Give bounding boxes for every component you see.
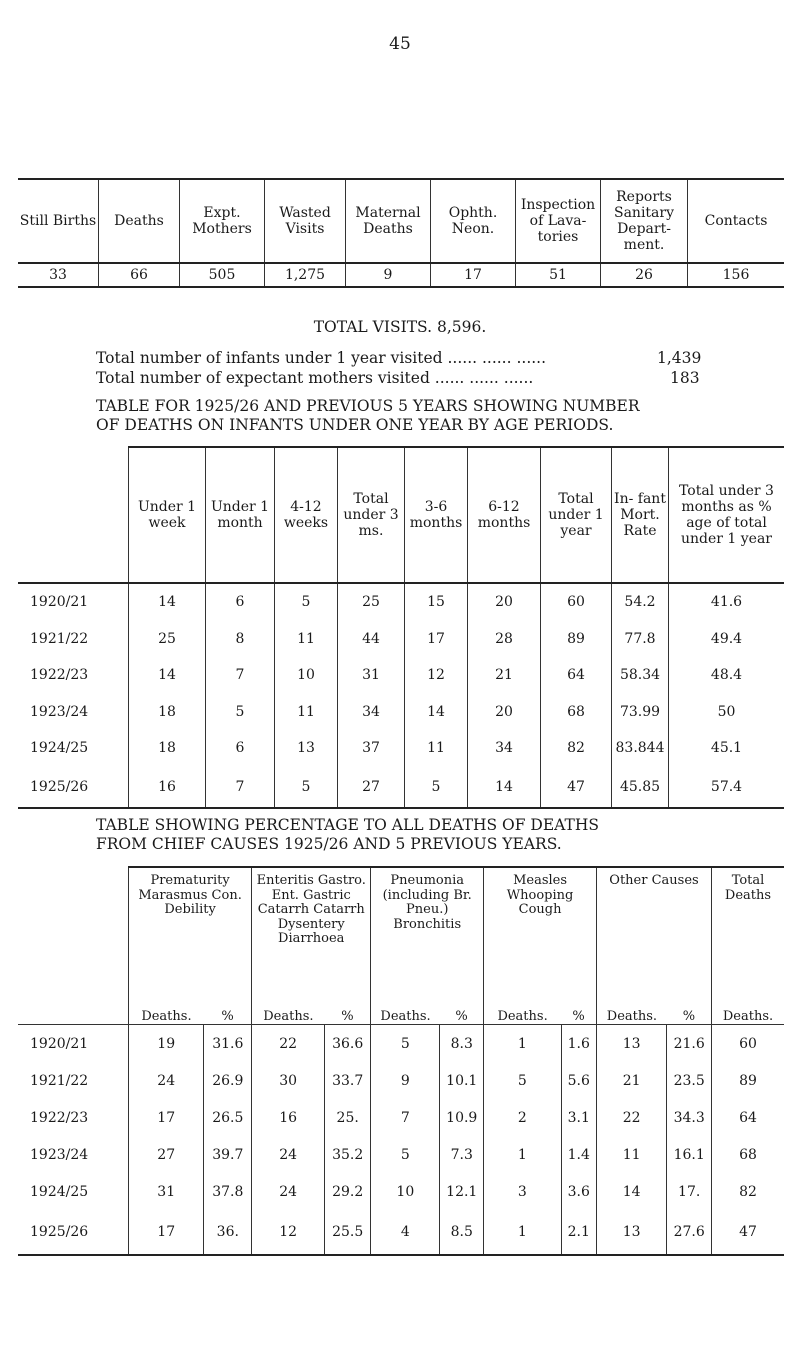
table-cell: 14 xyxy=(129,657,206,694)
table-cell: 33.7 xyxy=(325,1062,371,1099)
table-cell: 21 xyxy=(596,1062,666,1099)
table-cell: 25.5 xyxy=(325,1210,371,1255)
table-cell: 30 xyxy=(252,1062,325,1099)
sub-deaths: Deaths. xyxy=(371,1004,440,1025)
table-cell: 6 xyxy=(206,730,275,767)
table-cell: 8 xyxy=(206,621,275,658)
causes-header: Total Deaths xyxy=(712,867,785,1004)
table-cell: 82 xyxy=(712,1173,785,1210)
table-cell: 4 xyxy=(371,1210,440,1255)
infants-visited-value: 1,439 xyxy=(657,349,702,367)
causes-table xyxy=(18,866,784,1256)
table-cell: 12 xyxy=(405,657,468,694)
table-cell: 14 xyxy=(129,583,206,621)
causes-subheader-row xyxy=(18,1004,784,1025)
row-year: 1923/24 xyxy=(30,703,89,720)
table-cell: 37.8 xyxy=(204,1173,252,1210)
table-cell: 5.6 xyxy=(561,1062,596,1099)
mothers-visited-value: 183 xyxy=(670,369,700,387)
table-cell: 11 xyxy=(596,1136,666,1173)
infant-header: Total under 1 year xyxy=(541,447,612,583)
causes-header: Prematurity Marasmus Con. Debility xyxy=(129,867,252,1004)
summary-header: Contacts xyxy=(688,179,785,263)
table-cell: 44 xyxy=(338,621,405,658)
table-cell: 1 xyxy=(484,1210,561,1255)
summary-table xyxy=(18,178,784,288)
summary-value: 26 xyxy=(601,263,688,287)
table-cell: 77.8 xyxy=(612,621,669,658)
infant-header: In- fant Mort. Rate xyxy=(612,447,669,583)
table-cell: 60 xyxy=(541,583,612,621)
table-cell: 73.99 xyxy=(612,694,669,731)
table-cell: 47 xyxy=(541,767,612,808)
table-cell: 22 xyxy=(252,1025,325,1063)
summary-value: 66 xyxy=(99,263,180,287)
causes-table-row xyxy=(18,1173,784,1210)
table-cell: 27 xyxy=(338,767,405,808)
table-cell: 14 xyxy=(468,767,541,808)
table-cell: 18 xyxy=(129,694,206,731)
table-cell: 57.4 xyxy=(669,767,785,808)
table-cell: 1 xyxy=(484,1136,561,1173)
table-cell: 34 xyxy=(468,730,541,767)
table-cell: 17. xyxy=(667,1173,712,1210)
table-cell: 15 xyxy=(405,583,468,621)
table-cell: 34.3 xyxy=(667,1099,712,1136)
table-cell: 12.1 xyxy=(440,1173,484,1210)
table-cell: 26.9 xyxy=(204,1062,252,1099)
table-cell: 16.1 xyxy=(667,1136,712,1173)
table-cell: 21 xyxy=(468,657,541,694)
infant-header: Under 1 week xyxy=(129,447,206,583)
table-cell: 68 xyxy=(541,694,612,731)
table-cell: 6 xyxy=(206,583,275,621)
table-cell: 10 xyxy=(275,657,338,694)
table-cell: 31.6 xyxy=(204,1025,252,1063)
summary-header-row xyxy=(18,179,784,263)
table-cell: 54.2 xyxy=(612,583,669,621)
table-cell: 10.9 xyxy=(440,1099,484,1136)
table-cell: 5 xyxy=(275,583,338,621)
row-year: 1922/23 xyxy=(30,667,89,684)
summary-value: 156 xyxy=(688,263,785,287)
table-cell: 24 xyxy=(252,1173,325,1210)
table-cell: 3 xyxy=(484,1173,561,1210)
causes-table-title-line2: FROM CHIEF CAUSES 1925/26 AND 5 PREVIOUS YEARS. xyxy=(96,835,562,853)
table-cell: 14 xyxy=(596,1173,666,1210)
summary-value: 505 xyxy=(180,263,265,287)
table-cell: 9 xyxy=(371,1062,440,1099)
table-cell: 24 xyxy=(129,1062,204,1099)
table-cell: 49.4 xyxy=(669,621,785,658)
sub-pct: % xyxy=(341,1008,354,1024)
sub-deaths: Deaths. xyxy=(712,1004,785,1025)
infant-header: 3-6 months xyxy=(405,447,468,583)
table-cell: 17 xyxy=(405,621,468,658)
table-cell: 35.2 xyxy=(325,1136,371,1173)
sub-deaths: Deaths. xyxy=(129,1004,204,1025)
summary-value: 1,275 xyxy=(265,263,346,287)
infant-header-row xyxy=(18,447,784,583)
causes-header: Measles Whooping Cough xyxy=(484,867,597,1004)
causes-table-row xyxy=(18,1136,784,1173)
table-cell: 89 xyxy=(541,621,612,658)
table-cell: 37 xyxy=(338,730,405,767)
summary-header: Ophth. Neon. xyxy=(431,179,516,263)
summary-header: Inspection of Lava- tories xyxy=(516,179,601,263)
table-cell: 36.6 xyxy=(325,1025,371,1063)
infant-header: 6-12 months xyxy=(468,447,541,583)
table-cell: 50 xyxy=(669,694,785,731)
table-cell: 39.7 xyxy=(204,1136,252,1173)
causes-table-row xyxy=(18,1099,784,1136)
infant-table-title-line2: OF DEATHS ON INFANTS UNDER ONE YEAR BY AGE PERIODS. xyxy=(96,416,614,434)
row-year: 1924/25 xyxy=(30,1183,89,1200)
summary-value: 33 xyxy=(18,263,99,287)
table-cell: 3.1 xyxy=(561,1099,596,1136)
sub-pct: % xyxy=(221,1008,234,1024)
table-cell: 5 xyxy=(371,1136,440,1173)
table-cell: 82 xyxy=(541,730,612,767)
infant-table-row xyxy=(18,583,784,621)
row-year: 1920/21 xyxy=(30,594,89,611)
table-cell: 20 xyxy=(468,694,541,731)
causes-table-row xyxy=(18,1062,784,1099)
row-header-blank xyxy=(18,867,129,1004)
table-cell: 24 xyxy=(252,1136,325,1173)
table-cell: 13 xyxy=(275,730,338,767)
table-cell: 25. xyxy=(325,1099,371,1136)
table-cell: 8.3 xyxy=(440,1025,484,1063)
summary-header: Deaths xyxy=(99,179,180,263)
row-header-blank xyxy=(18,447,129,583)
table-cell: 29.2 xyxy=(325,1173,371,1210)
table-cell: 13 xyxy=(596,1210,666,1255)
table-cell: 22 xyxy=(596,1099,666,1136)
table-cell: 7 xyxy=(206,657,275,694)
table-cell: 25 xyxy=(338,583,405,621)
mothers-visited-label: Total number of expectant mothers visited ...... ...... ...... xyxy=(96,369,534,387)
table-cell: 11 xyxy=(275,621,338,658)
sub-deaths: Deaths. xyxy=(484,1004,561,1025)
table-cell: 17 xyxy=(129,1099,204,1136)
table-cell: 34 xyxy=(338,694,405,731)
sub-pct: % xyxy=(572,1008,585,1024)
row-year: 1920/21 xyxy=(18,1025,129,1063)
summary-value: 9 xyxy=(346,263,431,287)
table-cell: 5 xyxy=(275,767,338,808)
sub-pct: % xyxy=(455,1008,468,1024)
infant-header: Total under 3 ms. xyxy=(338,447,405,583)
summary-header: Still Births xyxy=(18,179,99,263)
infant-header: Total under 3 months as % age of total under 1 year xyxy=(669,447,785,583)
table-cell: 27 xyxy=(129,1136,204,1173)
row-year: 1925/26 xyxy=(18,767,129,808)
infant-table-row xyxy=(18,767,784,808)
table-cell: 60 xyxy=(712,1025,785,1063)
summary-header: Wasted Visits xyxy=(265,179,346,263)
infant-header: 4-12 weeks xyxy=(275,447,338,583)
infants-visited-label: Total number of infants under 1 year visited ...... ...... ...... xyxy=(96,349,547,367)
causes-header: Pneumonia (including Br. Pneu.) Bronchitis xyxy=(371,867,484,1004)
table-cell: 64 xyxy=(712,1099,785,1136)
table-cell: 31 xyxy=(129,1173,204,1210)
table-cell: 16 xyxy=(129,767,206,808)
infant-table-title-line1: TABLE FOR 1925/26 AND PREVIOUS 5 YEARS SHOWING NUMBER xyxy=(96,397,640,415)
table-cell: 89 xyxy=(712,1062,785,1099)
causes-table-row xyxy=(18,1025,784,1063)
table-cell: 2.1 xyxy=(561,1210,596,1255)
infant-deaths-table xyxy=(18,446,784,809)
causes-header: Enteritis Gastro. Ent. Gastric Catarrh Catarrh Dysentery Diarrhoea xyxy=(252,867,371,1004)
infant-table-row xyxy=(18,657,784,694)
table-cell: 45.1 xyxy=(669,730,785,767)
table-cell: 5 xyxy=(371,1025,440,1063)
table-cell: 5 xyxy=(405,767,468,808)
table-cell: 45.85 xyxy=(612,767,669,808)
total-visits: TOTAL VISITS. 8,596. xyxy=(313,318,487,336)
infant-table-row xyxy=(18,694,784,731)
infant-header: Under 1 month xyxy=(206,447,275,583)
table-cell: 5 xyxy=(206,694,275,731)
table-cell: 23.5 xyxy=(667,1062,712,1099)
table-cell: 17 xyxy=(129,1210,204,1255)
table-cell: 25 xyxy=(129,621,206,658)
infant-table-row xyxy=(18,621,784,658)
table-cell: 20 xyxy=(468,583,541,621)
table-cell: 12 xyxy=(252,1210,325,1255)
table-cell: 58.34 xyxy=(612,657,669,694)
summary-header: Maternal Deaths xyxy=(346,179,431,263)
table-cell: 1.6 xyxy=(561,1025,596,1063)
table-cell: 48.4 xyxy=(669,657,785,694)
sub-pct: % xyxy=(682,1008,696,1024)
table-cell: 41.6 xyxy=(669,583,785,621)
sub-deaths: Deaths. xyxy=(596,1004,666,1025)
table-cell: 2 xyxy=(484,1099,561,1136)
row-year: 1922/23 xyxy=(30,1109,89,1126)
table-cell: 18 xyxy=(129,730,206,767)
table-cell: 11 xyxy=(275,694,338,731)
causes-header-row xyxy=(18,867,784,1004)
summary-value: 17 xyxy=(431,263,516,287)
table-cell: 10.1 xyxy=(440,1062,484,1099)
table-cell: 11 xyxy=(405,730,468,767)
causes-table-row xyxy=(18,1210,784,1255)
causes-table-title-line1: TABLE SHOWING PERCENTAGE TO ALL DEATHS OF DEATHS xyxy=(96,816,599,834)
table-cell: 13 xyxy=(596,1025,666,1063)
summary-header: Expt. Mothers xyxy=(180,179,265,263)
table-cell: 7.3 xyxy=(440,1136,484,1173)
table-cell: 64 xyxy=(541,657,612,694)
table-cell: 36. xyxy=(204,1210,252,1255)
table-cell: 26.5 xyxy=(204,1099,252,1136)
table-cell: 68 xyxy=(712,1136,785,1173)
summary-value-row xyxy=(18,263,784,287)
table-cell: 1 xyxy=(484,1025,561,1063)
table-cell: 27.6 xyxy=(667,1210,712,1255)
causes-header: Other Causes xyxy=(596,867,711,1004)
infant-table-row xyxy=(18,730,784,767)
table-cell: 28 xyxy=(468,621,541,658)
sub-deaths: Deaths. xyxy=(252,1004,325,1025)
table-cell: 47 xyxy=(712,1210,785,1255)
table-cell: 21.6 xyxy=(667,1025,712,1063)
row-year: 1921/22 xyxy=(30,1072,89,1089)
table-cell: 83.844 xyxy=(612,730,669,767)
table-cell: 19 xyxy=(129,1025,204,1063)
table-cell: 31 xyxy=(338,657,405,694)
row-year: 1925/26 xyxy=(18,1210,129,1255)
summary-value: 51 xyxy=(516,263,601,287)
table-cell: 7 xyxy=(206,767,275,808)
table-cell: 8.5 xyxy=(440,1210,484,1255)
table-cell: 16 xyxy=(252,1099,325,1136)
table-cell: 1.4 xyxy=(561,1136,596,1173)
table-cell: 3.6 xyxy=(561,1173,596,1210)
row-year: 1923/24 xyxy=(30,1146,89,1163)
table-cell: 7 xyxy=(371,1099,440,1136)
row-year: 1921/22 xyxy=(30,630,89,647)
table-cell: 5 xyxy=(484,1062,561,1099)
page-number: 45 xyxy=(389,34,411,54)
summary-header: Reports Sanitary Depart- ment. xyxy=(601,179,688,263)
row-header-blank xyxy=(18,1004,129,1025)
table-cell: 14 xyxy=(405,694,468,731)
row-year: 1924/25 xyxy=(30,740,89,757)
table-cell: 10 xyxy=(371,1173,440,1210)
